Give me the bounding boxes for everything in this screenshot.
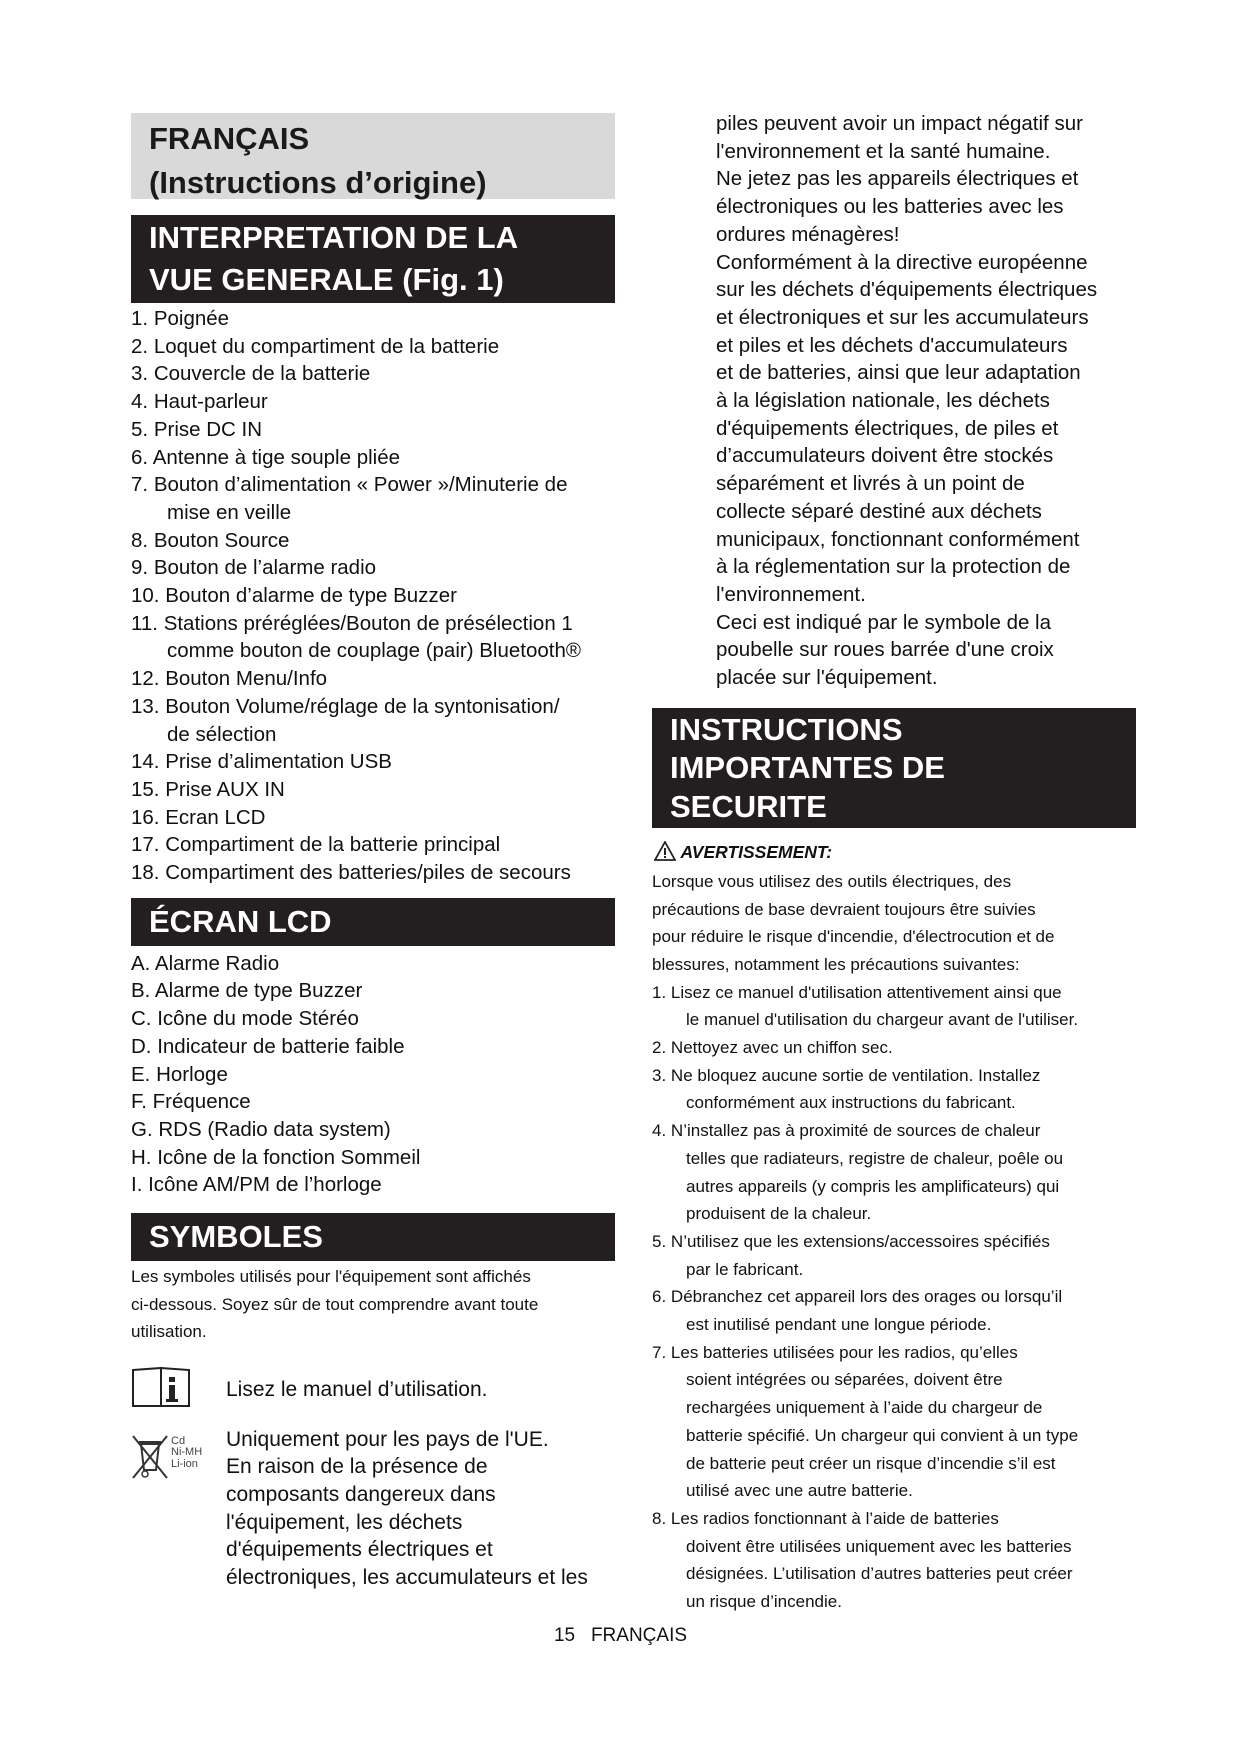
- item-text: Compartiment de la batterie principal: [165, 833, 501, 857]
- item-text: Poignée: [153, 307, 230, 330]
- symbols-intro: [131, 1263, 615, 1346]
- list-item: [652, 1339, 1138, 1505]
- item-number: 1.: [131, 307, 149, 330]
- item-text-continued: utilisé avec une autre batterie.: [686, 1481, 913, 1501]
- item-text: Compartiment des batteries/piles de secours: [165, 861, 571, 885]
- item-text: Bouton Volume/réglage de la syntonisation/: [165, 694, 560, 718]
- list-item: [131, 360, 615, 388]
- item-text: Bouton de l’alarme radio: [153, 556, 377, 580]
- warning-label: AVERTISSEMENT:: [680, 842, 833, 863]
- right-column: [654, 113, 1138, 1616]
- list-item: [131, 333, 615, 361]
- list-item: B. Alarme de type Buzzer: [131, 979, 363, 1003]
- list-item: G. RDS (Radio data system): [131, 1117, 391, 1141]
- list-item: F. Fréquence: [131, 1090, 251, 1114]
- item-number: 1.: [652, 982, 667, 1002]
- list-item: [652, 979, 1138, 1034]
- weee-icon-labels: [171, 1436, 202, 1471]
- item-number: 16.: [131, 805, 160, 829]
- item-text: N’installez pas à proximité de sources de chaleur: [670, 1121, 1041, 1141]
- item-text-continued: rechargées uniquement à l’aide du chargeur de: [686, 1398, 1043, 1418]
- text-line: Ceci est indiqué par le symbole de la: [716, 610, 1052, 634]
- item-number: 4.: [652, 1121, 667, 1141]
- text-line: et électroniques et sur les accumulateurs: [716, 305, 1089, 329]
- item-number: 3.: [131, 362, 149, 386]
- item-text: Les radios fonctionnant à l’aide de batteries: [670, 1509, 999, 1528]
- symbols-heading: SYMBOLES: [131, 1213, 615, 1261]
- item-text-continued: comme bouton de couplage (pair) Bluetooth®: [167, 639, 581, 663]
- text-line: Conformément à la directive européenne: [716, 250, 1088, 274]
- symbol-row-weee: [131, 1426, 615, 1592]
- list-item: [131, 831, 615, 859]
- item-number: 7.: [652, 1342, 667, 1362]
- weee-icon-label: Li-ion: [171, 1457, 198, 1470]
- list-item: [652, 1505, 1138, 1616]
- safety-list: [652, 979, 1138, 1616]
- text-line: l'équipement, les déchets: [226, 1510, 463, 1534]
- text-line: l'environnement et la santé humaine.: [716, 139, 1051, 163]
- left-column: [131, 113, 615, 1591]
- item-text: N’utilisez que les extensions/accessoires spécifiés: [670, 1231, 1050, 1251]
- item-text-continued: doivent être utilisées uniquement avec les batteries: [686, 1536, 1072, 1556]
- item-text: Antenne à tige souple pliée: [152, 445, 401, 469]
- list-item: [131, 693, 615, 748]
- list-item: E. Horloge: [131, 1062, 228, 1086]
- text-line: d'équipements électriques et: [226, 1538, 493, 1562]
- lcd-list: [131, 950, 615, 1199]
- list-item: [652, 1117, 1138, 1228]
- item-text: Les batteries utilisées pour les radios, qu’elles: [670, 1342, 1018, 1362]
- item-number: 17.: [131, 833, 160, 857]
- text-line: d'équipements électriques, de piles et: [716, 416, 1059, 440]
- list-item: D. Indicateur de batterie faible: [131, 1034, 405, 1058]
- text-line: blessures, notamment les précautions suivantes:: [652, 955, 1020, 975]
- text-line: poubelle sur roues barrée d'une croix: [716, 638, 1054, 662]
- item-text-continued: soient intégrées ou séparées, doivent être: [686, 1370, 1003, 1390]
- list-item: [131, 665, 615, 693]
- item-text: Débranchez cet appareil lors des orages ou lorsqu’il: [670, 1287, 1063, 1307]
- item-text-continued: autres appareils (y compris les amplificateurs) qui: [686, 1176, 1060, 1196]
- list-item: [131, 776, 615, 804]
- text-line: ci-dessous. Soyez sûr de tout comprendre avant toute: [131, 1294, 539, 1314]
- overview-list: [131, 305, 615, 887]
- item-text: Nettoyez avec un chiffon sec.: [670, 1038, 893, 1058]
- list-item: A. Alarme Radio: [131, 951, 280, 975]
- text-line: électroniques, les accumulateurs et les: [226, 1565, 588, 1589]
- item-text: Prise AUX IN: [165, 777, 285, 801]
- item-text: Lisez ce manuel d'utilisation attentivement ainsi que: [670, 982, 1062, 1002]
- item-number: 15.: [131, 777, 160, 801]
- list-item: [652, 1034, 1138, 1062]
- item-number: 5.: [652, 1231, 667, 1251]
- page-footer: [0, 1625, 1241, 1647]
- text-line: précautions de base devraient toujours être suivies: [652, 899, 1036, 919]
- text-line: placée sur l'équipement.: [716, 666, 938, 690]
- text-line: piles peuvent avoir un impact négatif sur: [716, 112, 1083, 135]
- list-item: [131, 804, 615, 832]
- item-text-continued: mise en veille: [167, 500, 292, 524]
- safety-heading-line: INSTRUCTIONS: [670, 711, 903, 747]
- item-text: Stations préréglées/Bouton de présélection 1: [163, 611, 573, 635]
- list-item: [131, 582, 615, 610]
- item-text: Ne bloquez aucune sortie de ventilation. Installez: [670, 1065, 1041, 1085]
- text-line: séparément et livrés à un point de: [716, 472, 1025, 496]
- item-text: Couvercle de la batterie: [153, 362, 371, 386]
- text-line: Uniquement pour les pays de l'UE.: [226, 1427, 549, 1451]
- item-number: 8.: [652, 1509, 667, 1528]
- overview-heading: [131, 215, 615, 303]
- list-item: [131, 416, 615, 444]
- weee-icon-label: Ni-MH: [171, 1446, 203, 1459]
- item-number: 9.: [131, 556, 149, 580]
- item-text-continued: désignées. L’utilisation d’autres batteries peut créer: [686, 1564, 1073, 1584]
- text-line: électroniques ou les batteries avec les: [716, 195, 1064, 219]
- weee-continued-text: [654, 110, 1138, 692]
- item-text-continued: de sélection: [167, 722, 277, 746]
- item-text: Bouton d’alimentation « Power »/Minuterie de: [153, 473, 568, 497]
- list-item: [131, 859, 615, 887]
- item-text-continued: batterie spécifié. Un chargeur qui convient à un type: [686, 1425, 1079, 1445]
- safety-intro: [652, 868, 1138, 978]
- item-text-continued: de batterie peut créer un risque d’incendie s’il est: [686, 1453, 1056, 1473]
- item-number: 6.: [131, 445, 149, 469]
- text-line: sur les déchets d'équipements électriques: [716, 278, 1098, 302]
- text-line: collecte séparé destiné aux déchets: [716, 499, 1042, 523]
- overview-heading-line2: VUE GENERALE (Fig. 1): [149, 262, 504, 297]
- item-text-continued: un risque d’incendie.: [686, 1592, 842, 1612]
- text-line: pour réduire le risque d'incendie, d'électrocution et de: [652, 927, 1055, 947]
- list-item: [131, 444, 615, 472]
- text-line: Lorsque vous utilisez des outils électriques, des: [652, 872, 1012, 892]
- item-text-continued: le manuel d'utilisation du chargeur avant de l'utiliser.: [686, 1010, 1079, 1030]
- list-item: [652, 1228, 1138, 1283]
- item-number: 10.: [131, 584, 160, 608]
- list-item: [652, 1062, 1138, 1117]
- language-header: [131, 113, 615, 199]
- item-number: 11.: [131, 611, 158, 635]
- item-number: 4.: [131, 390, 149, 414]
- item-number: 2.: [652, 1038, 667, 1058]
- text-line: l'environnement.: [716, 582, 866, 606]
- safety-heading-line: SECURITE: [670, 788, 827, 824]
- list-item: [652, 1283, 1138, 1338]
- text-line: Les symboles utilisés pour l'équipement sont affichés: [131, 1267, 531, 1287]
- list-item: [131, 554, 615, 582]
- list-item: I. Icône AM/PM de l’horloge: [131, 1173, 382, 1197]
- item-text: Bouton Menu/Info: [165, 667, 328, 691]
- text-line: Ne jetez pas les appareils électriques et: [716, 167, 1079, 191]
- item-text: Prise DC IN: [153, 417, 263, 441]
- item-text-continued: produisent de la chaleur.: [686, 1204, 872, 1224]
- item-text: Ecran LCD: [165, 805, 266, 829]
- read-manual-text: Lisez le manuel d’utilisation.: [226, 1377, 488, 1401]
- weee-icon-label: Cd: [171, 1434, 186, 1447]
- item-text: Bouton d’alarme de type Buzzer: [165, 584, 457, 608]
- text-line: à la réglementation sur la protection de: [716, 555, 1071, 579]
- list-item: [131, 610, 615, 665]
- language-title: FRANÇAIS: [149, 121, 310, 156]
- text-line: ordures ménagères!: [716, 222, 900, 246]
- safety-heading: [652, 708, 1136, 829]
- text-line: composants dangereux dans: [226, 1483, 496, 1507]
- item-text-continued: par le fabricant.: [686, 1259, 804, 1279]
- list-item: C. Icône du mode Stéréo: [131, 1007, 359, 1031]
- footer-language: FRANÇAIS: [590, 1625, 688, 1646]
- text-line: municipaux, fonctionnant conformément: [716, 527, 1080, 551]
- list-item: [131, 527, 615, 555]
- item-number: 3.: [652, 1065, 667, 1085]
- warning-triangle-icon: [654, 841, 676, 866]
- list-item: [131, 748, 615, 776]
- text-line: En raison de la présence de: [226, 1455, 488, 1479]
- item-number: 7.: [131, 473, 149, 497]
- list-item: [131, 471, 615, 526]
- warning-label-row: [652, 840, 1138, 866]
- item-number: 5.: [131, 417, 149, 441]
- item-text-continued: conformément aux instructions du fabricant.: [686, 1093, 1016, 1113]
- item-text: Haut-parleur: [153, 390, 268, 414]
- item-number: 12.: [131, 667, 160, 691]
- symbol-row-manual: [131, 1366, 615, 1410]
- safety-heading-line: IMPORTANTES DE: [670, 750, 945, 786]
- item-number: 8.: [131, 528, 149, 552]
- page-number: 15: [553, 1625, 576, 1646]
- language-subtitle: (Instructions d’origine): [149, 165, 487, 200]
- text-line: à la législation nationale, les déchets: [716, 389, 1050, 413]
- item-number: 13.: [131, 694, 160, 718]
- text-line: et de batteries, ainsi que leur adaptation: [716, 361, 1081, 385]
- text-line: utilisation.: [131, 1322, 207, 1342]
- item-text: Bouton Source: [153, 528, 290, 552]
- list-item: [131, 388, 615, 416]
- item-text: Prise d’alimentation USB: [165, 750, 392, 774]
- item-text-continued: telles que radiateurs, registre de chaleur, poêle ou: [686, 1148, 1064, 1168]
- item-text: Loquet du compartiment de la batterie: [153, 334, 500, 358]
- read-manual-icon: [131, 1366, 191, 1413]
- item-text-continued: est inutilisé pendant une longue période.: [686, 1315, 992, 1335]
- text-line: et piles et les déchets d'accumulateurs: [716, 333, 1068, 357]
- text-line: d’accumulateurs doivent être stockés: [716, 444, 1054, 468]
- lcd-heading: ÉCRAN LCD: [131, 898, 615, 946]
- item-number: 6.: [652, 1287, 667, 1307]
- list-item: [131, 305, 615, 333]
- item-number: 18.: [131, 861, 160, 885]
- item-number: 2.: [131, 334, 149, 358]
- item-number: 14.: [131, 750, 160, 774]
- weee-text: [226, 1426, 615, 1592]
- list-item: H. Icône de la fonction Sommeil: [131, 1145, 421, 1169]
- overview-heading-line1: INTERPRETATION DE LA: [149, 220, 519, 255]
